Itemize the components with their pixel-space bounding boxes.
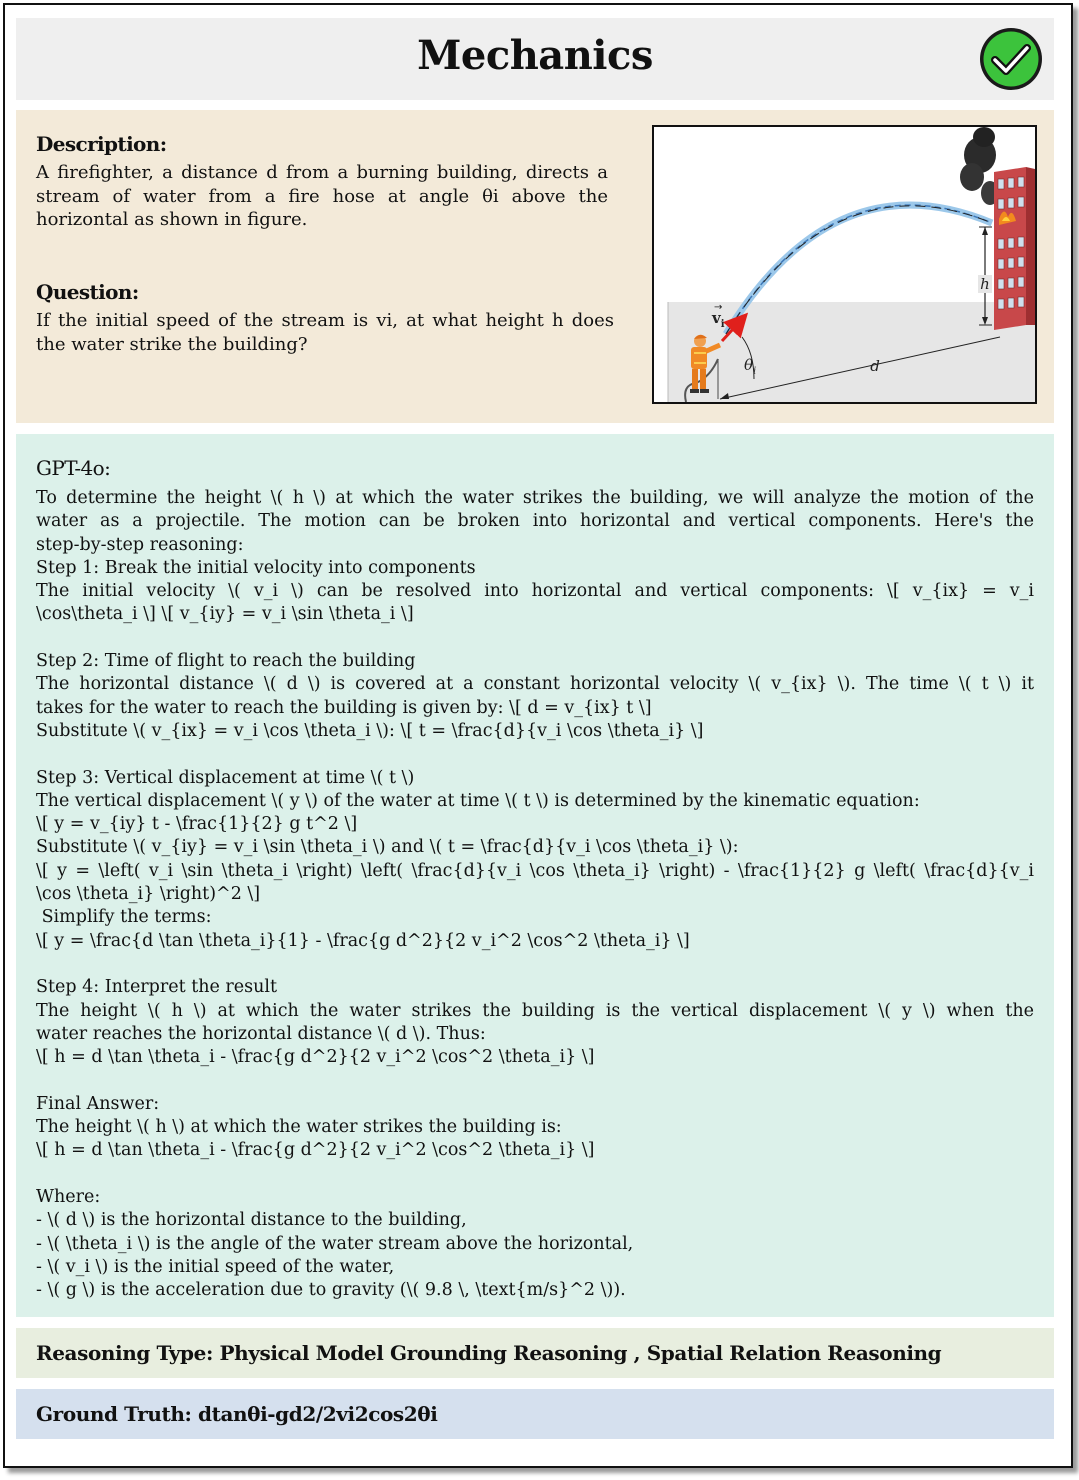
header-bar — [16, 18, 1054, 100]
answer-line: - \( d \) is the horizontal distance to the building, — [36, 1210, 467, 1231]
question-label: Question: — [36, 280, 139, 304]
question-text: If the initial speed of the stream is vi, at what height h does the water strike the building? — [36, 310, 614, 355]
answer-line: water reaches the horizontal distance \( d \). Thus: — [36, 1023, 486, 1044]
answer-line: Where: — [36, 1186, 101, 1207]
projectile-figure — [652, 125, 1037, 404]
ground-plane — [668, 302, 1035, 402]
projectile-diagram — [654, 127, 1035, 402]
description-block — [36, 132, 608, 232]
answer-blank-line — [36, 627, 1034, 650]
answer-blank-line — [36, 1069, 1034, 1092]
answer-line: - \( g \) is the acceleration due to gravity (\( 9.8 \, \text{m/s}^2 \)). — [36, 1280, 626, 1301]
answer-line: \[ h = d \tan \theta_i - \frac{g d^2}{2 v_i^2 \cos^2 \theta_i} \] — [36, 1047, 595, 1068]
answer-line: Step 3: Vertical displacement at time \( t \) — [36, 767, 415, 788]
answer-line: The horizontal distance \( d \) is covered at a constant horizontal velocity \( v_{ix} \). The time \( t \) it — [36, 674, 1034, 695]
answer-line: takes for the water to reach the building is given by: \[ d = v_{ix} t \] — [36, 697, 652, 718]
burning-building — [994, 167, 1035, 330]
answer-line: Substitute \( v_{ix} = v_i \cos \theta_i \): \[ t = \frac{d}{v_i \cos \theta_i} \] — [36, 720, 704, 741]
answer-line: \[ y = v_{iy} t - \frac{1}{2} g t^2 \] — [36, 814, 358, 835]
answer-line: Step 4: Interpret the result — [36, 977, 278, 998]
answer-line: The vertical displacement \( y \) of the water at time \( t \) is determined by the kinematic equation: — [36, 790, 920, 811]
svg-text:→: → — [714, 302, 723, 313]
smoke-plume — [960, 127, 999, 205]
answer-blank-line — [36, 743, 1034, 766]
height-label: h — [980, 275, 990, 293]
answer-line: - \( v_i \) is the initial speed of the water, — [36, 1256, 395, 1277]
answer-line: Substitute \( v_{iy} = v_i \sin \theta_i \) and \( t = \frac{d}{v_i \cos \theta_i} \): — [36, 837, 739, 858]
answer-line: \cos \theta_i} \right)^2 \] — [36, 884, 261, 905]
description-text: A firefighter, a distance d from a burning building, directs a stream of water from a fire hose at angle θi above the horizontal as shown in figure. — [36, 162, 608, 230]
page-title: Mechanics — [417, 32, 653, 79]
answer-body — [36, 487, 1034, 1302]
answer-line: To determine the height \( h \) at which the water strikes the building, we will analyze the motion of the — [36, 488, 1034, 508]
reasoning-type-text: Reasoning Type: Physical Model Grounding Reasoning , Spatial Relation Reasoning — [36, 1341, 942, 1365]
reasoning-type-bar — [16, 1328, 1054, 1378]
answer-line: The initial velocity \( v_i \) can be resolved into horizontal and vertical components: \[ v_{ix} = v_i — [36, 581, 1034, 602]
answer-line: step-by-step reasoning: — [36, 534, 244, 555]
description-label: Description: — [36, 132, 167, 156]
answer-line: Step 1: Break the initial velocity into components — [36, 557, 476, 578]
distance-label: d — [870, 357, 880, 375]
answer-line: Final Answer: — [36, 1093, 160, 1114]
answer-line: water as a projectile. The motion can be broken into horizontal and vertical components. Here's the — [36, 511, 1034, 532]
answer-line: - \( \theta_i \) is the angle of the water stream above the horizontal, — [36, 1233, 634, 1254]
answer-blank-line — [36, 1163, 1034, 1186]
answer-line: \[ y = \left( v_i \sin \theta_i \right) \left( \frac{d}{v_i \cos \theta_i} \right) - \frac{1}{2} g \left( \frac{d}{v_i — [36, 860, 1034, 881]
answer-line: \[ y = \frac{d \tan \theta_i}{1} - \frac{g d^2}{2 v_i^2 \cos^2 \theta_i} \] — [36, 930, 690, 951]
velocity-label: $v_i$ — [712, 309, 725, 330]
check-circle-icon — [978, 26, 1044, 92]
ground-truth-bar — [16, 1389, 1054, 1439]
answer-label: GPT-4o: — [36, 456, 111, 480]
answer-line: The height \( h \) at which the water strikes the building is: — [36, 1117, 562, 1138]
answer-line: The height \( h \) at which the water strikes the building is the vertical displacement \( y \) when the — [36, 1000, 1034, 1021]
question-block — [36, 280, 614, 356]
answer-line: Step 2: Time of flight to reach the building — [36, 651, 416, 672]
ground-truth-text: Ground Truth: dtanθi-gd2/2vi2cos2θi — [36, 1402, 438, 1426]
model-answer-section — [16, 434, 1054, 1317]
problem-section — [16, 110, 1054, 423]
answer-line: \cos\theta_i \] \[ v_{iy} = v_i \sin \theta_i \] — [36, 604, 414, 625]
answer-line: Simplify the terms: — [36, 907, 212, 928]
answer-line: \[ h = d \tan \theta_i - \frac{g d^2}{2 v_i^2 \cos^2 \theta_i} \] — [36, 1140, 595, 1161]
answer-blank-line — [36, 953, 1034, 976]
angle-label: $\theta_i$ — [744, 356, 757, 377]
